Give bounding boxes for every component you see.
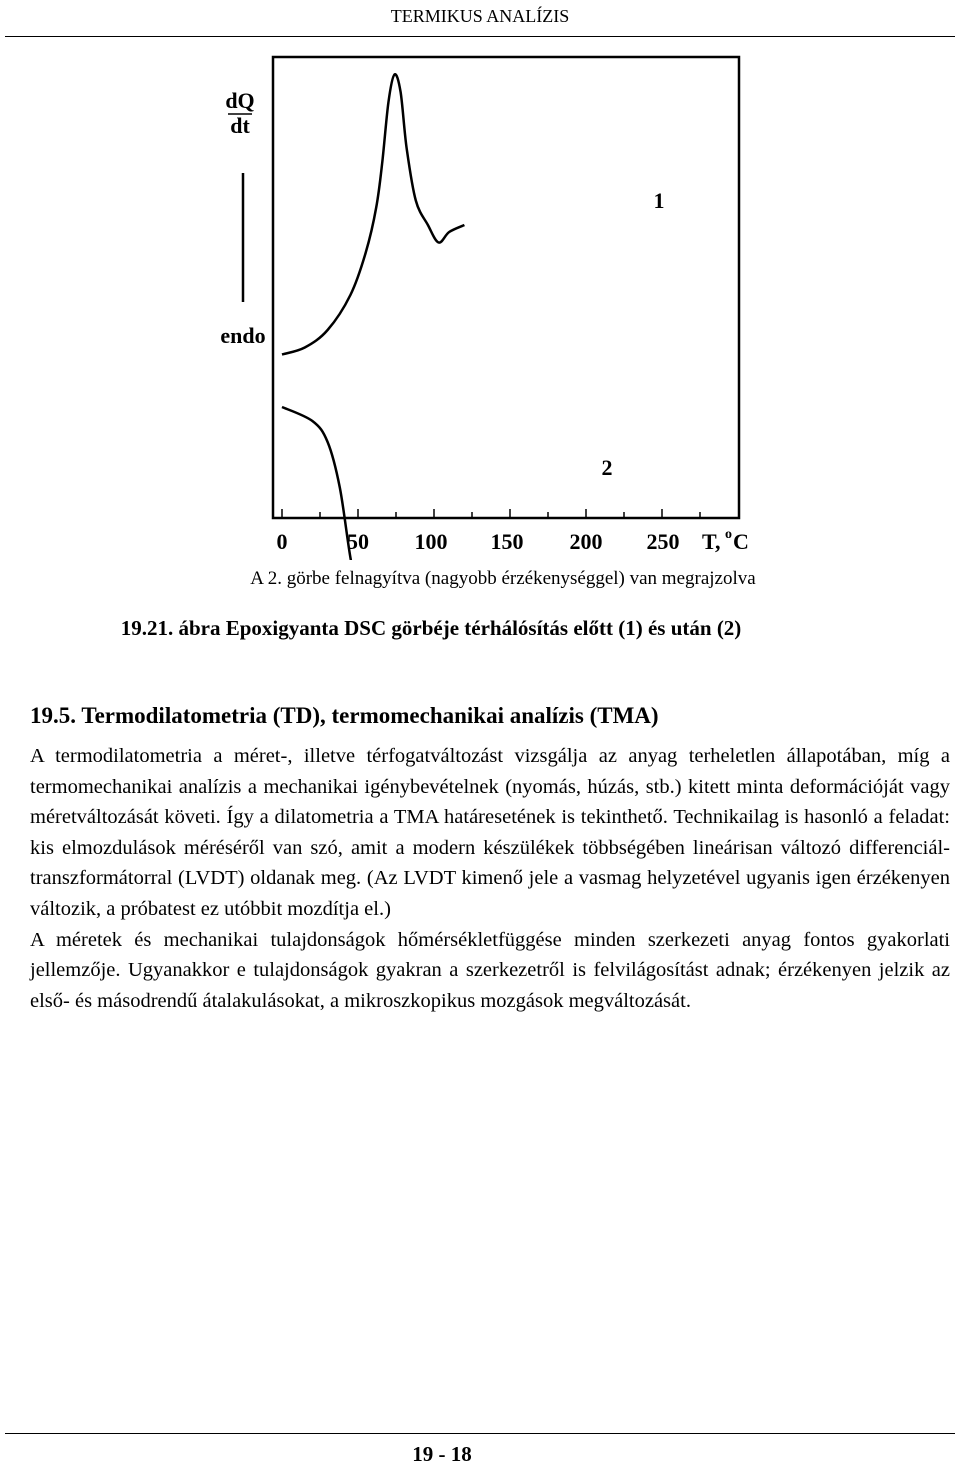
curve-1	[282, 74, 464, 354]
figure-note: A 2. görbe felnagyítva (nagyobb érzékenységgel) van megrajzolva	[250, 568, 756, 589]
curve-1-label: 1	[653, 188, 665, 213]
x-axis-unit: T,	[702, 529, 721, 554]
page-number: 19 - 18	[412, 1442, 472, 1466]
x-tick-label: 150	[490, 529, 524, 554]
dsc-figure	[0, 0, 960, 560]
plot-frame	[273, 57, 739, 518]
x-tick-label: 0	[276, 529, 288, 554]
x-axis-degree-sign: o	[725, 527, 732, 542]
dsc-chart	[0, 0, 960, 560]
section-body	[30, 741, 950, 1016]
figure-caption: 19.21. ábra Epoxigyanta DSC görbéje térhálósítás előtt (1) és után (2)	[120, 616, 742, 640]
curve-2-label: 2	[601, 455, 613, 480]
x-tick-label: 100	[414, 529, 448, 554]
y-label-dq: dQ	[225, 88, 255, 113]
endo-label: endo	[220, 323, 266, 348]
x-tick-label: 50	[347, 529, 369, 554]
footer-rule	[5, 1433, 955, 1434]
running-header: TERMIKUS ANALÍZIS	[390, 6, 570, 26]
x-tick-label: 200	[569, 529, 603, 554]
paragraph: A termodilatometria a méret-, illetve térfogatváltozást vizsgálja az anyag terheletlen állapotában, míg a termomechanikai analízis a mechanikai igénybevételnek (nyomás, húzás, stb.) kitett minta deformációját vagy méretváltozását követi. Így a dilatometria a TMA határesetének is tekinthető. Technikailag is hasonló a feladat: kis elmozdulások méréséről van szó, amit a modern készülékek többségében lineárisan változó differenciál-transzformátorral (LVDT) oldanak meg. (Az LVDT kimenő jele a vasmag helyzetével ugyanis igen érzékenyen változik, a próbatest ez utóbbit mozdítja el.)	[30, 745, 950, 920]
y-label-dt: dt	[230, 113, 250, 138]
x-tick-label: 250	[646, 529, 680, 554]
section-title: 19.5. Termodilatometria (TD), termomechanikai analízis (TMA)	[30, 703, 659, 728]
x-axis-unit-c: C	[733, 529, 749, 554]
paragraph: A méretek és mechanikai tulajdonságok hőmérsékletfüggése minden szerkezeti anyag fontos gyakorlati jellemzője. Ugyanakkor e tulajdonságok gyakran a szerkezetről is felvilágosítást adnak; érzékenyen jelzik az első- és másodrendű átalakulásokat, a mikroszkopikus mozgások megváltozását.	[30, 928, 950, 1012]
